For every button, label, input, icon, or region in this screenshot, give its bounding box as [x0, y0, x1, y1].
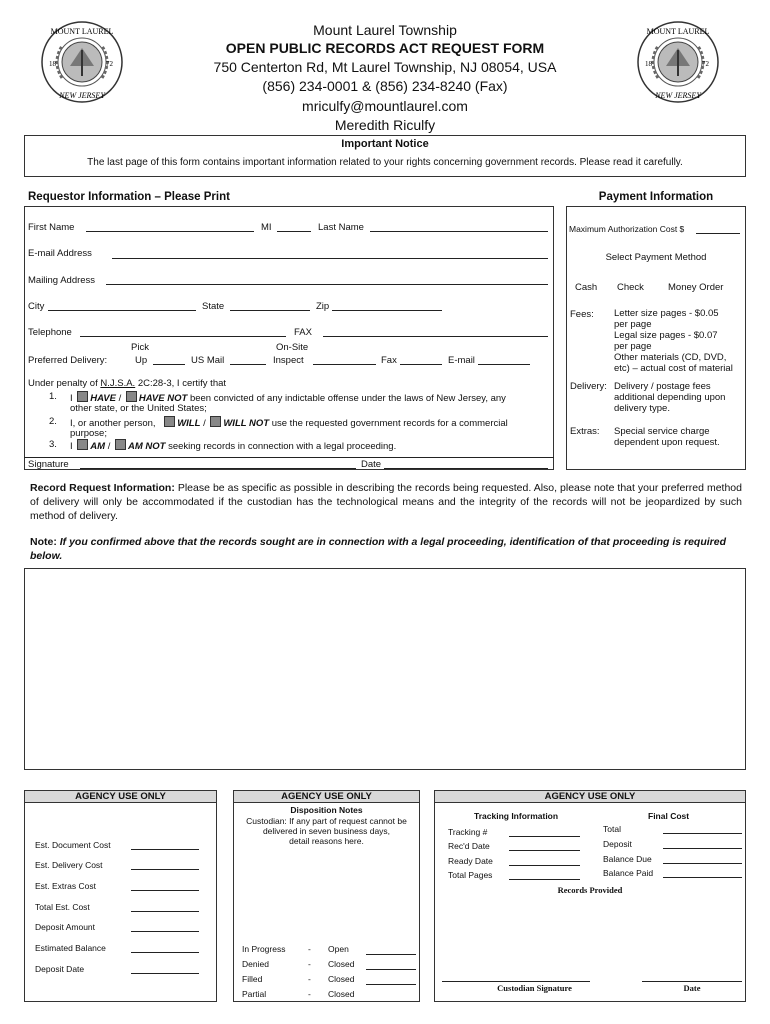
recd-date-field[interactable] — [509, 850, 580, 851]
have-checkbox[interactable] — [77, 391, 88, 402]
extras-details — [614, 426, 744, 448]
mi-field[interactable] — [277, 231, 311, 232]
penalty-post: 2C:28-3, I certify that — [135, 378, 227, 389]
fees-line-5: Other materials (CD, DVD, — [614, 352, 727, 363]
item-2 — [70, 416, 550, 429]
item-2-pre: I, or another person, — [70, 418, 156, 429]
deposit-date-label: Deposit Date — [35, 964, 85, 974]
form-title: OPEN PUBLIC RECORDS ACT REQUEST FORM — [225, 40, 545, 56]
penalty-law: N.J.S.A. — [100, 378, 136, 389]
up-label: Up — [135, 355, 148, 366]
township-seal-left — [40, 20, 124, 104]
balance-due-field[interactable] — [663, 863, 742, 864]
est-delivery-cost-field[interactable] — [131, 869, 199, 870]
fees-line-4: per page — [614, 341, 652, 352]
email-delivery-label: E-mail — [448, 355, 475, 366]
first-name-label: First Name — [28, 222, 75, 233]
status-filled[interactable]: Filled — [242, 974, 263, 984]
estimated-balance-field[interactable] — [131, 952, 199, 953]
item-3-num: 3. — [49, 439, 57, 450]
city-label: City — [28, 301, 45, 312]
extras-line-2: dependent upon request. — [614, 437, 720, 448]
onsite-label: On-Site — [276, 342, 309, 353]
have-not-label: HAVE NOT — [138, 393, 188, 404]
delivery-line-3: delivery type. — [614, 403, 670, 414]
state-label: State — [202, 301, 225, 312]
notice-text: The last page of this form contains important information related to your rights concerning government records. Please read it carefully. — [87, 157, 683, 168]
will-checkbox[interactable] — [164, 416, 175, 427]
zip-label: Zip — [316, 301, 330, 312]
city-field[interactable] — [48, 310, 196, 311]
status-closed-partial[interactable]: Closed — [328, 989, 355, 999]
record-request-textarea[interactable] — [24, 568, 746, 770]
status-open[interactable]: Open — [328, 944, 349, 954]
legal-note — [30, 535, 742, 563]
signature-label: Signature — [28, 459, 69, 470]
preferred-delivery-label: Preferred Delivery: — [28, 355, 108, 366]
record-request-text: Please be as specific as possible in describing the records being requested. Also, please note that your preferred method of delivery will only be accommodated if the custodian has the technological means and the integrity of the records will not be jeopardized by such method of delivery. — [30, 482, 742, 522]
total-pages-field[interactable] — [509, 879, 580, 880]
money-order-option[interactable]: Money Order — [668, 282, 724, 293]
signature-field[interactable] — [80, 468, 356, 469]
fees-line-1: Letter size pages - $0.05 — [614, 308, 719, 319]
seal-year-right: 72 — [702, 60, 709, 68]
record-request-label: Record Request Information: — [30, 482, 175, 494]
ready-date-field[interactable] — [509, 865, 580, 866]
seal-bottom-text: NEW JERSEY — [655, 91, 701, 100]
extras-line-1: Special service charge — [614, 426, 710, 437]
org-phone: (856) 234-0001 & (856) 234-8240 (Fax) — [262, 78, 508, 94]
recd-date-label: Rec'd Date — [448, 841, 490, 851]
inspect-field[interactable] — [313, 364, 376, 365]
disposition-title: Disposition Notes — [290, 805, 363, 815]
final-deposit-field[interactable] — [663, 848, 742, 849]
custodian-signature-label: Custodian Signature — [497, 983, 572, 993]
org-email: mriculfy@mountlaurel.com — [302, 98, 468, 114]
have-label: HAVE — [90, 393, 116, 404]
cash-option[interactable]: Cash — [575, 282, 598, 293]
seal-year-right: 72 — [106, 60, 113, 68]
have-not-checkbox[interactable] — [126, 391, 137, 402]
zip-field[interactable] — [332, 310, 442, 311]
mailing-label: Mailing Address — [28, 275, 96, 286]
est-document-cost-label: Est. Document Cost — [35, 840, 111, 850]
item-1-i: I — [70, 393, 73, 404]
ready-date-label: Ready Date — [448, 856, 493, 866]
am-checkbox[interactable] — [77, 439, 88, 450]
status-partial[interactable]: Partial — [242, 989, 267, 999]
first-name-field[interactable] — [86, 231, 254, 232]
am-not-label: AM NOT — [127, 441, 166, 452]
item-3 — [70, 439, 550, 452]
est-extras-cost-label: Est. Extras Cost — [35, 881, 96, 891]
org-address: 750 Centerton Rd, Mt Laurel Township, NJ 08054, USA — [213, 59, 557, 75]
max-auth-label: Maximum Authorization Cost $ — [569, 224, 685, 234]
am-label: AM — [90, 441, 106, 452]
date-label: Date — [361, 459, 382, 470]
total-pages-label: Total Pages — [448, 870, 493, 880]
custodian-signature-field[interactable] — [442, 981, 590, 982]
item-1-rest2: other state, or the United States; — [70, 403, 207, 414]
extras-label: Extras: — [570, 426, 600, 437]
township-seal-right — [636, 20, 720, 104]
notice-title: Important Notice — [341, 138, 429, 150]
fees-line-6: etc) – actual cost of material — [614, 363, 733, 374]
agency-disposition-heading: AGENCY USE ONLY — [234, 791, 419, 803]
total-est-cost-field[interactable] — [131, 911, 199, 912]
mailing-field[interactable] — [106, 284, 548, 285]
tracking-title: Tracking Information — [474, 811, 559, 821]
signature-divider — [24, 457, 554, 458]
fax-delivery-label: Fax — [381, 355, 397, 366]
item-1-rest: been convicted of any indictable offense under the laws of New Jersey, any — [189, 393, 506, 404]
last-name-label: Last Name — [318, 222, 364, 233]
balance-paid-label: Balance Paid — [603, 868, 654, 878]
fax-field[interactable] — [323, 336, 548, 337]
fax-label: FAX — [294, 327, 312, 338]
am-not-checkbox[interactable] — [115, 439, 126, 450]
status-closed-filled-field[interactable] — [366, 984, 416, 985]
penalty-pre: Under penalty of — [28, 378, 101, 389]
item-2-rest2: purpose; — [70, 428, 107, 439]
status-dash: - — [308, 974, 311, 984]
balance-paid-field[interactable] — [663, 877, 742, 878]
seal-year-left: 18 — [49, 60, 56, 68]
final-total-label: Total — [603, 824, 621, 834]
status-denied[interactable]: Denied — [242, 959, 269, 969]
seal-top-text: MOUNT LAUREL — [50, 27, 114, 36]
total-est-cost-label: Total Est. Cost — [35, 902, 90, 912]
status-dash: - — [308, 959, 311, 969]
agency-tracking-heading: AGENCY USE ONLY — [435, 791, 745, 803]
deposit-date-field[interactable] — [131, 973, 199, 974]
max-auth-field[interactable] — [696, 233, 740, 234]
email-label: E-mail Address — [28, 248, 92, 259]
status-dash: - — [308, 944, 311, 954]
seal-year-left: 18 — [645, 60, 652, 68]
item-3-slash: / — [107, 441, 111, 452]
item-2-rest: use the requested government records for a commercial — [271, 418, 508, 429]
disposition-text-1: Custodian: If any part of request cannot be — [246, 816, 407, 826]
mi-label: MI — [261, 222, 272, 233]
final-cost-title: Final Cost — [648, 811, 690, 821]
disposition-text-3: detail reasons here. — [289, 836, 364, 846]
delivery-line-2: additional depending upon — [614, 392, 726, 403]
important-notice-box — [24, 135, 746, 177]
records-provided-area[interactable] — [440, 898, 740, 976]
payment-heading: Payment Information — [598, 191, 714, 203]
telephone-label: Telephone — [28, 327, 72, 338]
email-delivery-field[interactable] — [478, 364, 530, 365]
estimated-balance-label: Estimated Balance — [35, 943, 106, 953]
status-closed-denied[interactable]: Closed — [328, 959, 355, 969]
fax-delivery-field[interactable] — [400, 364, 442, 365]
est-document-cost-field[interactable] — [131, 849, 199, 850]
item-1-num: 1. — [49, 391, 57, 402]
inspect-label: Inspect — [273, 355, 304, 366]
est-delivery-cost-label: Est. Delivery Cost — [35, 860, 103, 870]
note-text: If you confirmed above that the records sought are in connection with a legal proceeding, identification of that proceeding is required below. — [30, 536, 727, 562]
delivery-line-1: Delivery / postage fees — [614, 381, 711, 392]
fees-details — [614, 308, 744, 374]
tracking-number-label: Tracking # — [448, 827, 488, 837]
org-name: Mount Laurel Township — [313, 22, 457, 38]
usmail-label: US Mail — [191, 355, 225, 366]
est-extras-cost-field[interactable] — [131, 890, 199, 891]
status-open-field[interactable] — [366, 954, 416, 955]
delivery-details — [614, 381, 744, 414]
delivery-label: Delivery: — [570, 381, 607, 392]
custodian-date-field[interactable] — [642, 981, 742, 982]
select-payment-label: Select Payment Method — [605, 252, 707, 263]
fees-line-2: per page — [614, 319, 652, 330]
check-option[interactable]: Check — [617, 282, 644, 293]
state-field[interactable] — [230, 310, 310, 311]
usmail-field[interactable] — [230, 364, 266, 365]
telephone-field[interactable] — [80, 336, 286, 337]
final-deposit-label: Deposit — [603, 839, 632, 849]
email-field[interactable] — [112, 258, 548, 259]
item-2-slash: / — [203, 418, 206, 429]
disposition-text-2: delivered in seven business days, — [262, 826, 391, 836]
will-not-checkbox[interactable] — [210, 416, 221, 427]
record-request-info — [30, 481, 742, 523]
pickup-field[interactable] — [153, 364, 185, 365]
status-closed-filled[interactable]: Closed — [328, 974, 355, 984]
item-3-i: I — [70, 441, 73, 452]
custodian-date-label: Date — [683, 983, 701, 993]
date-field[interactable] — [384, 468, 548, 469]
records-provided-label: Records Provided — [557, 885, 623, 895]
note-label: Note: — [30, 536, 57, 548]
deposit-amount-field[interactable] — [131, 931, 199, 932]
requestor-heading: Requestor Information – Please Print — [28, 191, 230, 203]
balance-due-label: Balance Due — [603, 854, 652, 864]
item-3-rest: seeking records in connection with a legal proceeding. — [168, 441, 397, 452]
status-in-progress[interactable]: In Progress — [242, 944, 286, 954]
item-1-slash: / — [118, 393, 122, 404]
deposit-amount-label: Deposit Amount — [35, 922, 96, 932]
agency-cost-heading: AGENCY USE ONLY — [25, 791, 216, 803]
penalty-text — [28, 378, 226, 389]
final-total-field[interactable] — [663, 833, 742, 834]
will-label: WILL — [177, 418, 201, 429]
pick-label: Pick — [131, 342, 149, 353]
item-2-num: 2. — [49, 416, 57, 427]
status-dash: - — [308, 989, 311, 999]
tracking-number-field[interactable] — [509, 836, 580, 837]
seal-top-text: MOUNT LAUREL — [646, 27, 710, 36]
fees-line-3: Legal size pages - $0.07 — [614, 330, 718, 341]
will-not-label: WILL NOT — [223, 418, 270, 429]
seal-bottom-text: NEW JERSEY — [59, 91, 105, 100]
org-contact: Meredith Riculfy — [334, 117, 436, 133]
status-closed-denied-field[interactable] — [366, 969, 416, 970]
last-name-field[interactable] — [370, 231, 548, 232]
fees-label: Fees: — [570, 309, 594, 320]
